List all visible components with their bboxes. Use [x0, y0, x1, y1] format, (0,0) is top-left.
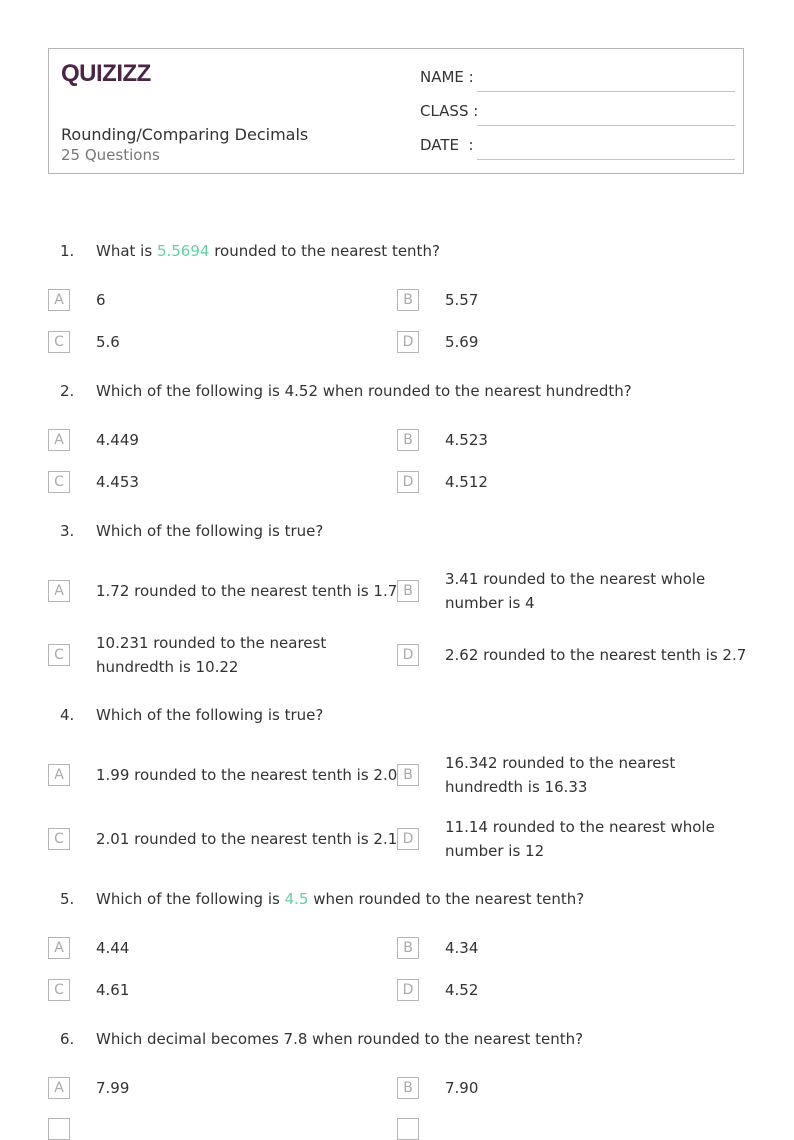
option-text: 4.52 [445, 981, 479, 999]
question-number: 3. [60, 522, 75, 540]
option-text-line: 10.231 rounded to the nearest [96, 634, 327, 652]
name-field[interactable] [420, 68, 735, 92]
option-letter-box: B [397, 937, 419, 959]
option-text: 2.62 rounded to the nearest tenth is 2.7 [445, 646, 747, 664]
question-number: 6. [60, 1030, 75, 1048]
name-line[interactable] [477, 91, 735, 92]
option-text [445, 751, 675, 799]
option-text [445, 567, 705, 615]
option-text-line: hundredth is 10.22 [96, 658, 239, 676]
question-text: Which of the following is true? [96, 706, 324, 724]
option-letter-box: D [397, 471, 419, 493]
question-text: Which of the following is true? [96, 522, 324, 540]
option-letter-box: B [397, 764, 419, 786]
option-text: 5.6 [96, 333, 120, 351]
option-letter-box [48, 1118, 70, 1140]
question-number: 4. [60, 706, 75, 724]
option-text-line: 11.14 rounded to the nearest whole [445, 818, 715, 836]
option-text: 6 [96, 291, 106, 309]
name-label: NAME : [420, 68, 474, 86]
option-letter-box: B [397, 1077, 419, 1099]
option-text [96, 631, 326, 679]
worksheet-title: Rounding/Comparing Decimals [61, 125, 309, 144]
question-text-part: when rounded to the nearest tenth? [308, 890, 585, 908]
question-text: Which of the following is 4.52 when rounded to the nearest hundredth? [96, 382, 632, 400]
question-number: 1. [60, 242, 75, 260]
date-line[interactable] [477, 159, 735, 160]
option-text: 1.99 rounded to the nearest tenth is 2.0 [96, 766, 398, 784]
option-text: 7.99 [96, 1079, 130, 1097]
class-field[interactable] [420, 102, 735, 126]
option-letter-box: A [48, 580, 70, 602]
option-letter-box: C [48, 644, 70, 666]
question-number: 5. [60, 890, 75, 908]
question-highlight: 5.5694 [156, 242, 210, 260]
option-letter-box: A [48, 937, 70, 959]
option-letter-box: A [48, 289, 70, 311]
option-text: 4.512 [445, 473, 488, 491]
question-highlight: 4.5 [284, 890, 309, 908]
option-letter-box: D [397, 644, 419, 666]
option-letter-box: C [48, 331, 70, 353]
option-text-line: number is 12 [445, 842, 545, 860]
option-letter-box: D [397, 979, 419, 1001]
svg-text:QUIZIZZ: QUIZIZZ [61, 60, 151, 87]
quizizz-logo [61, 59, 153, 87]
option-letter-box: A [48, 1077, 70, 1099]
date-field[interactable] [420, 136, 735, 160]
option-text-line: 3.41 rounded to the nearest whole [445, 570, 706, 588]
option-text: 5.69 [445, 333, 479, 351]
option-text: 4.449 [96, 431, 139, 449]
worksheet-header [48, 48, 744, 174]
option-letter-box: D [397, 828, 419, 850]
question-text: Which decimal becomes 7.8 when rounded to the nearest tenth? [96, 1030, 584, 1048]
option-letter-box: C [48, 471, 70, 493]
option-letter-box: B [397, 580, 419, 602]
option-text: 5.57 [445, 291, 479, 309]
option-text: 4.44 [96, 939, 130, 957]
option-text: 4.453 [96, 473, 139, 491]
option-letter-box [397, 1118, 419, 1140]
option-text: 4.61 [96, 981, 130, 999]
option-letter-box: D [397, 331, 419, 353]
option-text-line: 16.342 rounded to the nearest [445, 754, 676, 772]
option-letter-box: B [397, 429, 419, 451]
option-text [445, 815, 715, 863]
date-label: DATE : [420, 136, 474, 154]
question-text-part: What is [96, 242, 157, 260]
class-line[interactable] [477, 125, 735, 126]
option-text: 4.34 [445, 939, 479, 957]
option-letter-box: A [48, 764, 70, 786]
option-letter-box: B [397, 289, 419, 311]
option-text: 1.72 rounded to the nearest tenth is 1.7 [96, 582, 398, 600]
question-text [96, 890, 584, 908]
question-count: 25 Questions [61, 146, 160, 164]
option-text: 4.523 [445, 431, 488, 449]
question-text-part: rounded to the nearest tenth? [209, 242, 440, 260]
option-letter-box: C [48, 828, 70, 850]
question-text-part: Which of the following is [96, 890, 285, 908]
question-number: 2. [60, 382, 75, 400]
option-letter-box: C [48, 979, 70, 1001]
option-text-line: number is 4 [445, 594, 535, 612]
option-text: 7.90 [445, 1079, 479, 1097]
question-text [96, 242, 440, 260]
option-text: 2.01 rounded to the nearest tenth is 2.1 [96, 830, 398, 848]
option-text-line: hundredth is 16.33 [445, 778, 588, 796]
class-label: CLASS : [420, 102, 479, 120]
option-letter-box: A [48, 429, 70, 451]
